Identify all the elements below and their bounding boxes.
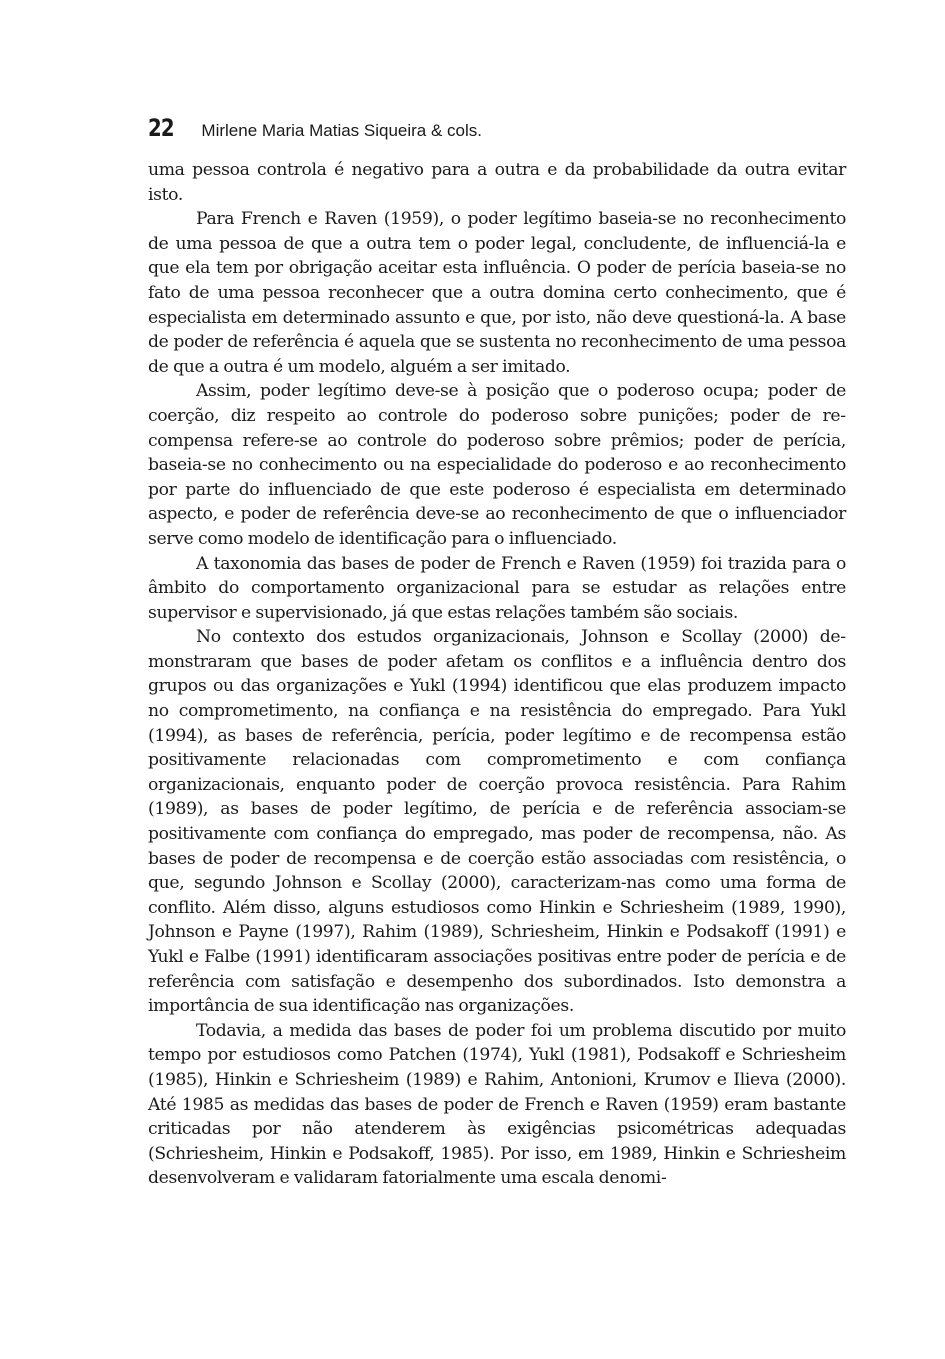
- body-text: [148, 158, 846, 1191]
- running-head: [148, 108, 846, 148]
- paragraph: No contexto dos estudos organizacionais, Johnson e Scollay (2000) demonstraram que bases de poder afetam os conflitos e a influência dentro dos grupos ou das organizações e Yukl (1994) identificou que elas produzem impacto no comprometimento, na confiança e na resistência do empregado. Para Yukl (1994), as bases de referência, perícia, poder legítimo e de recompensa estão positivamente relacionadas com comprometimento e com confiança organizacionais, enquanto poder de coerção provoca resistência. Para Rahim (1989), as bases de poder legítimo, de perícia e de referência associam-se positivamente com confiança do empregado, mas poder de recompensa, não. As bases de poder de recompensa e de coerção estão associadas com resistência, o que, segundo Johnson e Scollay (2000), caracterizam-nas como uma forma de conflito. Além disso, alguns estudiosos como Hinkin e Schriesheim (1989, 1990), Johnson e Payne (1997), Rahim (1989), Schriesheim, Hinkin e Podsakoff (1991) e Yukl e Falbe (1991) identificaram associações positivas entre poder de perícia e de referência com satisfação e desempenho dos subordinados. Isto demonstra a importância de sua identificação nas organizações.: [148, 627, 846, 1017]
- paragraph: Para French e Raven (1959), o poder legítimo baseia-se no reconhecimento de uma pessoa de que a outra tem o poder legal, concludente, de influenciá-la e que ela tem por obrigação aceitar esta influência. O poder de perícia baseia-se no fato de uma pessoa reconhecer que a outra domina certo conhecimento, que é especialista em determinado assunto e que, por isto, não deve questioná-la. A base de poder de referência é aquela que se sustenta no reconhecimento de uma pessoa de que a outra é um modelo, alguém a ser imitado.: [148, 209, 846, 377]
- book-page: [148, 108, 846, 1191]
- page-number: 22: [148, 114, 174, 142]
- paragraph: A taxonomia das bases de poder de French e Raven (1959) foi trazida para o âmbito do comportamento organizacional para se estudar as relações entre supervisor e supervisionado, já que estas relações também são sociais.: [148, 553, 846, 623]
- paragraph: Todavia, a medida das bases de poder foi um problema discutido por muito tempo por estudiosos como Patchen (1974), Yukl (1981), Podsakoff e Schriesheim (1985), Hinkin e Schriesheim (1989) e Rahim, Antonioni, Krumov e Ilieva (2000). Até 1985 as medidas das bases de poder de French e Raven (1959) eram bastante criticadas por não atenderem às exigências psicométricas adequadas (Schriesheim, Hinkin e Podsakoff, 1985). Por isso, em 1989, Hinkin e Schriesheim desenvolveram e validaram fatorialmente uma escala denomi-: [148, 1020, 846, 1189]
- paragraph-continuation: uma pessoa controla é negativo para a outra e da probabilidade da outra evitar isto.: [148, 160, 846, 205]
- paragraph: Assim, poder legítimo deve-se à posição que o poderoso ocupa; poder de coerção, diz respeito ao controle do poderoso sobre punições; poder de recompensa refere-se ao controle do poderoso sobre prêmios; poder de perícia, baseia-se no conhecimento ou na especialidade do poderoso e ao reconhecimento por parte do influenciado de que este poderoso é especialista em determinado aspecto, e poder de referência deve-se ao reconhecimento de que o influenciador serve como modelo de identificação para o influenciado.: [148, 381, 846, 549]
- running-head-author: Mirlene Maria Matias Siqueira & cols.: [201, 121, 483, 140]
